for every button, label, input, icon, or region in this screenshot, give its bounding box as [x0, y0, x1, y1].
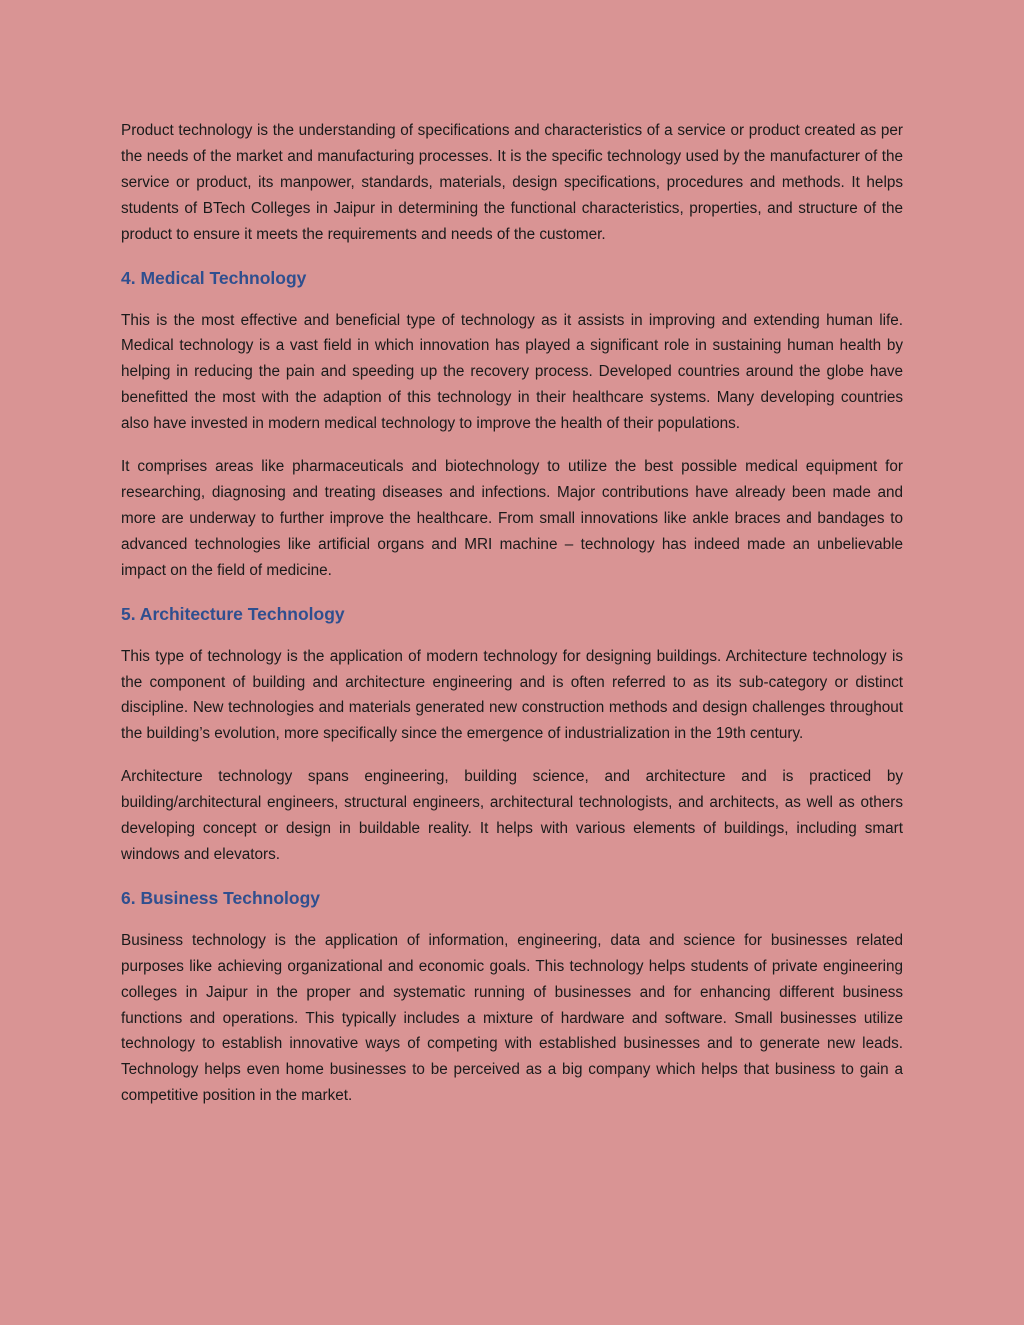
business-technology-paragraph-1: Business technology is the application of information, engineering, data and science for businesses related purposes like achieving organizational and economic goals. This technology helps students of private engineering colleges in Jaipur in the proper and systematic running of businesses and for enhancing different business functions and operations. This typically includes a mixture of hardware and software. Small businesses utilize technology to establish innovative ways of competing with established businesses and to generate new leads. Technology helps even home businesses to be perceived as a big company which helps that business to gain a competitive position in the market. — [121, 931, 903, 1105]
intro-paragraph: Product technology is the understanding of specifications and characteristics of a service or product created as per the needs of the market and manufacturing processes. It is the specific technology used by the manufacturer of the service or product, its manpower, standards, materials, design specifications, procedures and methods. It helps students of BTech Colleges in Jaipur in determining the functional characteristics, properties, and structure of the product to ensure it meets the requirements and needs of the customer. — [121, 122, 903, 243]
section-heading-medical-technology: 4. Medical Technology — [121, 267, 307, 288]
medical-technology-paragraph-2: It comprises areas like pharmaceuticals and biotechnology to utilize the best possible medical equipment for researching, diagnosing and treating diseases and infections. Major contributions have already been made and more are underway to further improve the healthcare. From small innovations like ankle braces and bandages to advanced technologies like artificial organs and MRI machine – technology has indeed made an unbelievable impact on the field of medicine. — [121, 458, 903, 579]
section-heading-architecture-technology: 5. Architecture Technology — [121, 603, 345, 624]
section-heading-business-technology: 6. Business Technology — [121, 887, 321, 908]
medical-technology-paragraph-1: This is the most effective and beneficial type of technology as it assists in improving and extending human life. Medical technology is a vast field in which innovation has played a significant role in sustaining human health by helping in reducing the pain and speeding up the recovery process. Developed countries around the globe have benefitted the most with the adaption of this technology in their healthcare systems. Many developing countries also have invested in modern medical technology to improve the health of their populations. — [121, 311, 903, 433]
architecture-technology-paragraph-2: Architecture technology spans engineering, building science, and architecture and is practiced by building/architectural engineers, structural engineers, architectural technologists, and architects, as well as others developing concept or design in buildable reality. It helps with various elements of buildings, including smart windows and elevators. — [121, 768, 903, 863]
document-body — [121, 118, 903, 1126]
architecture-technology-paragraph-1: This type of technology is the application of modern technology for designing buildings. Architecture technology is the component of building and architecture engineering and is often referred to as its sub-category or distinct discipline. New technologies and materials generated new construction methods and design challenges throughout the building’s evolution, more specifically since the emergence of industrialization in the 19th century. — [121, 647, 903, 743]
